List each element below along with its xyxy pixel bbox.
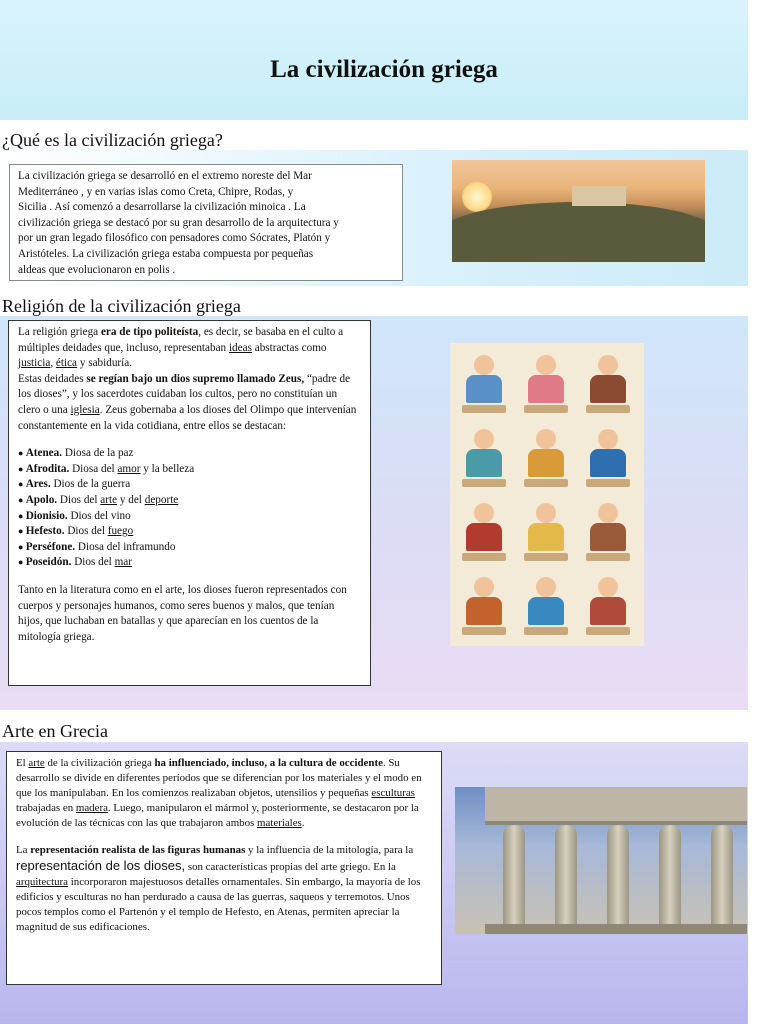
list-item: ● Perséfone. Diosa del inframundo [18,540,361,556]
art-text-box [6,751,442,985]
god-figure [520,497,572,561]
greek-gods-illustration [450,343,644,646]
art-paragraph-2: La representación realista de las figuras humanas y la influencia de la mitología, para la representación de los dioses, son características propias del arte griego. En la arquitectura incorporaron majestuosos detalles ornamentales. Sin embargo, la mayoría de los edificios y esculturas no han perdurado a causa de las guerras, saqueos y terremotos. Unos pocos templos como el Partenón y el templo de Hefesto, en Atenas, permiten apreciar la magnitud de sus edificaciones. [16,844,421,933]
intro-line: civilización griega se destacó por su gran desarrollo de la arquitectura y [18,216,339,229]
link-fuego[interactable]: fuego [107,525,134,538]
page-title: La civilización griega [270,56,498,83]
list-item: ● Afrodita. Diosa del amor y la belleza [18,462,361,478]
caryatids-image [455,787,747,934]
link-etica[interactable]: ética [55,357,78,370]
god-figure [458,497,510,561]
religion-paragraph-3: Tanto en la literatura como en el arte, los dioses fueron representados con cuerpos y personajes humanos, como seres buenos y malos, que tenían hijos, que luchaban en batallas y que aparecían en los cuentos de la mitología griega. [18,583,347,643]
section-heading-arte: Arte en Grecia [2,721,108,741]
religion-paragraph-2: Estas deidades se regían bajo un dios supremo llamado Zeus, “padre de los dioses”, y los sacerdotes cuidaban los cultos, pero no constituían un clero o una iglesia. Zeus gobernaba a los dioses del Olimpo que intervenían constantemente en la vida cotidiana, entre ellos se destacan: [18,372,357,432]
god-figure [458,349,510,413]
list-item: ● Dionisio. Dios del vino [18,509,361,525]
intro-line: aldeas que evolucionaron en polis . [18,263,176,276]
list-item: ● Apolo. Dios del arte y del deporte [18,493,361,509]
god-figure [520,423,572,487]
god-figure [582,497,634,561]
link-iglesia[interactable]: iglesia [70,403,100,416]
intro-text-box [9,164,403,281]
link-madera[interactable]: madera [75,802,108,814]
god-figure [582,571,634,635]
link-arquitectura[interactable]: arquitectura [16,876,69,888]
intro-line: Mediterráneo , y en varias islas como Creta, Chipre, Rodas, y [18,185,294,198]
link-deporte[interactable]: deporte [144,493,179,506]
intro-line: La civilización griega se desarrolló en el extremo noreste del Mar [18,170,312,182]
link-mar[interactable]: mar [114,556,132,569]
list-item: ● Poseidón. Dios del mar [18,555,361,571]
religion-paragraph-1: La religión griega era de tipo politeísta, es decir, se basaba en el culto a múltiples deidades que, incluso, representaban ideas abstractas como justicia, ética y sabiduría. [18,326,344,370]
religion-text-box [8,320,371,686]
god-figure [520,349,572,413]
list-item: ● Ares. Dios de la guerra [18,477,361,493]
intro-line: Sicilia . Así comenzó a desarrollarse la civilización minoica . La [18,201,306,214]
god-figure [520,571,572,635]
god-figure [458,571,510,635]
link-materiales[interactable]: materiales [257,817,302,829]
section-heading-religion: Religión de la civilización griega [2,296,241,316]
gods-list [18,446,361,571]
link-justicia[interactable]: justicia [18,357,51,370]
intro-line: por un gran legado filosófico con pensadores como Sócrates, Platón y [18,232,331,245]
list-item: ● Hefesto. Dios del fuego [18,524,361,540]
god-figure [458,423,510,487]
god-figure [582,349,634,413]
link-amor[interactable]: amor [117,462,141,475]
list-item: ● Atenea. Diosa de la paz [18,446,361,462]
link-ideas[interactable]: ideas [228,341,252,354]
link-arte[interactable]: arte [100,493,118,506]
section-heading-que-es: ¿Qué es la civilización griega? [2,130,223,150]
link-esculturas[interactable]: esculturas [371,787,415,799]
god-figure [582,423,634,487]
link-arte-grecia[interactable]: arte [28,757,45,769]
art-paragraph-1: El arte de la civilización griega ha influenciado, incluso, a la cultura de occidente. Su desarrollo se divide en diferentes períodos que se diferencian por los materiales y el modo en que los manipulaban. En los comienzos realizaban objetos, utensilios y pequeñas esculturas trabajadas en madera. Luego, manipularon el mármol y, posteriormente, se destacaron por la evolución de las técnicas con las que trabajaron ambos materiales. [16,757,422,829]
acropolis-image [452,160,705,262]
intro-line: Aristóteles. La civilización griega estaba compuesta por pequeñas [18,247,314,260]
